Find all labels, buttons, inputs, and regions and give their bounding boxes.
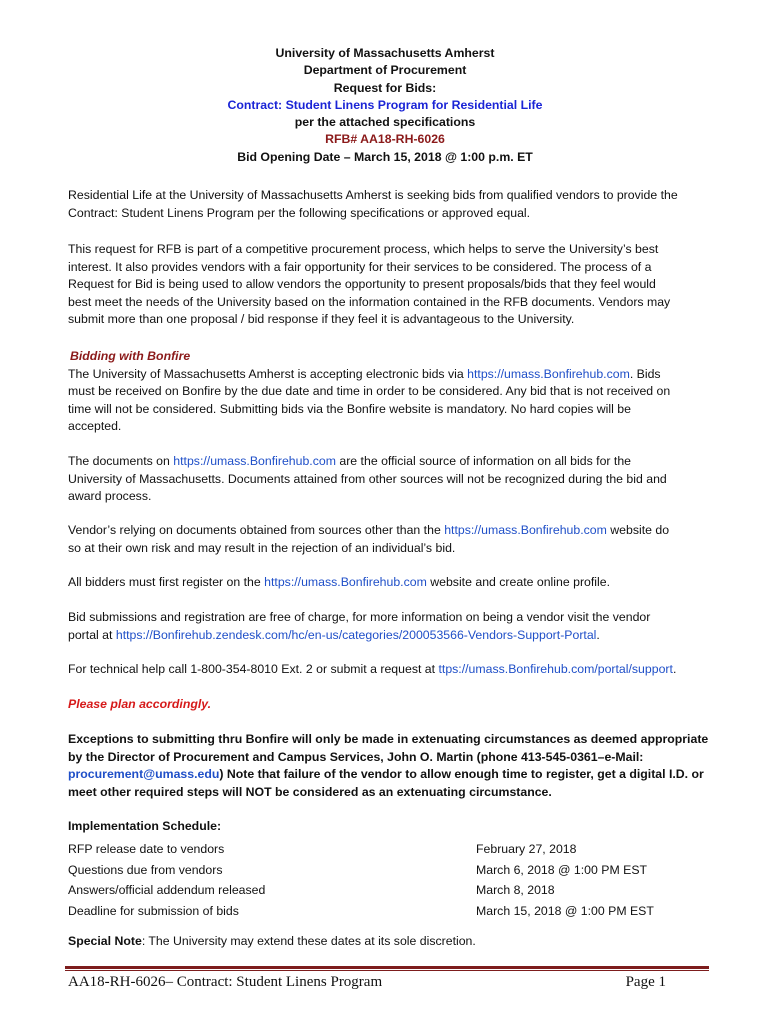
support-portal-link[interactable]: ttps://umass.Bonfirehub.com/portal/support [438,662,673,676]
document-header [0,45,770,166]
footer-rule [65,966,709,969]
process-paragraph: This request for RFB is part of a competitive procurement process, which helps to serve the University’s best interest. It also provides vendors with a fair opportunity for their services to be considered. The process of a Request for Bid is being used to allow vendors the opportunity to present proposals/bids that they feel would best meet the needs of the University based on the information contained in the RFB documents. Vendors may submit more than one proposal / bid response if they feel it is advantageous to the University. [68,242,671,327]
footer-document-id: AA18-RH-6026– Contract: Student Linens Program [68,974,383,990]
bonfire-link[interactable]: https://umass.Bonfirehub.com [444,523,607,537]
registration-free-paragraph: Bid submissions and registration are free of charge, for more information on being a vendor visit the vendor portal at https://Bonfirehub.zendesk.com/hc/en-us/categories/200053566-Vendors-Support-Portal. [68,610,651,642]
header-bid-opening-date: Bid Opening Date – March 15, 2018 @ 1:00 p.m. ET [237,149,533,164]
bonfire-section: Bidding with Bonfire The University of Massachusetts Amherst is accepting electronic bids via https://umass.Bonfirehub.com. Bids must be received on Bonfire by the due date and time in order to be considered. Any bid that is not received on time will not be considered. Submitting bids via the Bonfire website is mandatory. No hard copies will be accepted. [68,348,708,436]
bonfire-link[interactable]: https://umass.Bonfirehub.com [264,575,427,589]
schedule-row: Answers/official addendum released March 8, 2018 [68,883,555,898]
header-contract-title: Contract: Student Linens Program for Residential Life [227,97,543,112]
bonfire-link[interactable]: https://umass.Bonfirehub.com [467,366,630,381]
bonfire-heading: Bidding with Bonfire [70,349,191,363]
schedule-heading: Implementation Schedule: [68,819,222,833]
procurement-email-link[interactable]: procurement@umass.edu [68,767,220,782]
schedule-row: Questions due from vendors March 6, 2018 @ 1:00 PM EST [68,862,648,877]
header-specifications: per the attached specifications [294,115,476,130]
documents-paragraph: The documents on https://umass.Bonfirehub.com are the official source of information on all bids for the University of Massachusetts. Documents attained from other sources will not be recognized during the bid and award process. [68,454,667,504]
schedule-row: Deadline for submission of bids March 15, 2018 @ 1:00 PM EST [68,904,654,919]
intro-paragraph: Residential Life at the University of Massachusetts Amherst is seeking bids from qualified vendors to provide the Contract: Student Linens Program per the following specifications or approved equal. [68,188,678,220]
header-department: Department of Procurement [303,63,467,78]
footer-rule-thin [65,970,709,971]
header-university: University of Massachusetts Amherst [275,46,495,60]
technical-help-paragraph: For technical help call 1-800-354-8010 Ext. 2 or submit a request at ttps://umass.Bonfirehub.com/portal/support. [68,662,677,676]
implementation-schedule [68,839,708,922]
register-paragraph: All bidders must first register on the https://umass.Bonfirehub.com website and create online profile. [68,575,611,589]
page-number: Page 1 [625,974,666,990]
plan-accordingly-note: Please plan accordingly. [68,697,212,711]
vendor-risk-paragraph: Vendor’s relying on documents obtained from sources other than the https://umass.Bonfirehub.com website do so at their own risk and may result in the rejection of an individual’s bid. [68,523,670,555]
bonfire-link[interactable]: https://umass.Bonfirehub.com [173,454,336,468]
schedule-row: RFP release date to vendors February 27, 2018 [68,842,577,856]
special-note: Special Note: The University may extend these dates at its sole discretion. [68,934,476,948]
exceptions-paragraph: Exceptions to submitting thru Bonfire will only be made in extenuating circumstances as deemed appropriate by the Director of Procurement and Campus Services, John O. Martin (phone 413-545-0361–e-Mail: procurement@umass.edu) Note that failure of the vendor to allow enough time to register, get a digital I.D. or meet other required steps will NOT be considered as an extenuating circumstance. [68,732,709,799]
header-request-type: Request for Bids: [333,80,437,95]
header-rfb-number: RFB# AA18-RH-6026 [325,132,445,147]
vendor-support-portal-link[interactable]: https://Bonfirehub.zendesk.com/hc/en-us/categories/200053566-Vendors-Support-Portal [115,627,597,642]
